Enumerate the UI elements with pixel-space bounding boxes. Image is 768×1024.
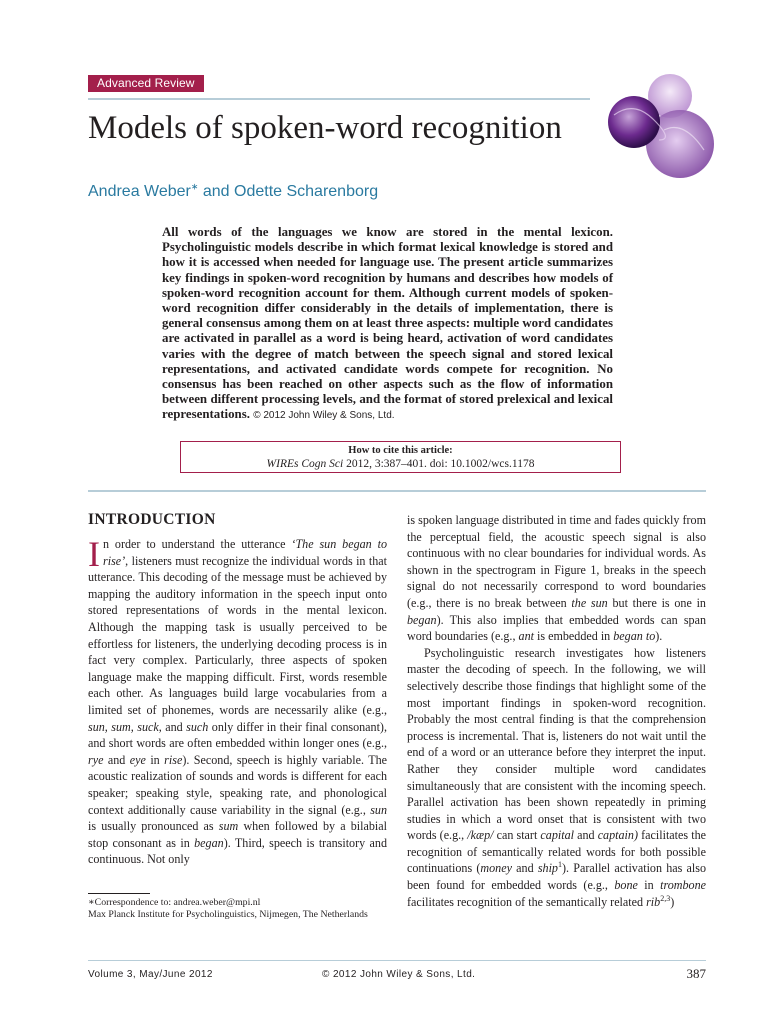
text-run: 2,3: [660, 893, 671, 903]
text-run: is embedded in: [533, 629, 614, 644]
citation-reference: [181, 457, 620, 471]
citation-journal: WIREs Cogn Sci: [266, 458, 344, 470]
text-run: sun: [370, 802, 387, 817]
text-run: , listeners must recognize the individual words in that utterance. This decoding of the message must be achieved by mapping the auditory information in the speech input onto stored representations of words in the mental lexicon. Although the mapping task is usually perceived to be effortless for listeners, the underlying decoding process is in fact very complex. Particularly, three aspects of spoken language make the mapping difficult. First, words resemble each other. As languages build large vocabularies from a limited set of phonemes, words are necessarily alike (e.g.,: [88, 553, 387, 717]
intro-paragraph-continued: [407, 512, 706, 645]
text-run: ship: [537, 861, 558, 876]
text-run: ‘The sun began to rise’: [103, 537, 387, 568]
intro-paragraph-1: [88, 536, 387, 868]
text-run: captain): [597, 828, 638, 843]
text-run: 1: [557, 860, 562, 870]
text-run: facilitates recognition of the semantically related: [407, 894, 647, 909]
text-run: facilitates the recognition of semantically related words for both possible continuations (: [407, 828, 706, 876]
article-title: Models of spoken-word recognition: [88, 110, 562, 146]
volume-info: Volume 3, May/June 2012: [88, 969, 213, 980]
text-run: the sun: [571, 595, 608, 610]
intro-paragraph-2: [407, 645, 706, 911]
right-column: [407, 512, 706, 910]
footer-copyright: © 2012 John Wiley & Sons, Ltd.: [322, 969, 476, 980]
text-run: /kæp/: [467, 828, 494, 843]
left-column: [88, 536, 387, 868]
paragraph-text: [88, 534, 387, 867]
text-run: ). Second, speech is highly variable. The acoustic realization of sounds and words is different for each speaker; speaking style, speaking rate, and phonological context additionally cause variability in the signal (e.g.,: [88, 752, 387, 817]
abstract: [162, 225, 613, 424]
footer-divider: [88, 960, 706, 961]
text-run: ). This also implies that embedded words can span word boundaries (e.g.,: [407, 612, 706, 644]
text-run: began: [194, 835, 224, 850]
text-run: sun, sum, suck: [88, 719, 159, 734]
text-run: sum: [218, 819, 239, 834]
text-run: ant: [518, 629, 534, 644]
text-run: trombone: [660, 878, 706, 893]
author-first: Andrea Weber: [88, 183, 191, 200]
text-run: and: [511, 861, 538, 876]
citation-box: [180, 441, 621, 473]
author-line: [88, 183, 378, 201]
text-run: and: [574, 828, 598, 843]
text-run: can start: [493, 828, 541, 843]
page-number: 387: [686, 966, 706, 981]
citation-details: 2012, 3:387–401. doi: 10.1002/wcs.1178: [343, 458, 535, 470]
text-run: in: [637, 878, 661, 893]
citation-title: How to cite this article:: [348, 445, 453, 456]
text-run: ).: [655, 629, 663, 644]
abstract-copyright: © 2012 John Wiley & Sons, Ltd.: [253, 410, 395, 422]
text-run: is spoken language distributed in time and fades quickly from the perceptual field, the acoustic speech signal is also continuous with no clear boundaries for individual words. As shown in the spectrogram in Figure 1, breaks in the speech signal do not necessarily correspond to word boundaries (e.g., there is no break between: [407, 513, 706, 610]
article-type-badge: Advanced Review: [88, 75, 204, 92]
footnote-affiliation: Max Planck Institute for Psycholinguistics, Nijmegen, The Netherlands: [88, 909, 368, 921]
text-run: and: [103, 752, 130, 767]
text-run: ): [670, 894, 675, 909]
text-run: capital: [540, 828, 575, 843]
text-run: rib: [646, 894, 661, 909]
text-run: n order to understand the utterance: [103, 537, 292, 551]
footnote-divider: [88, 893, 150, 894]
text-run: only differ in their final consonant), and short words are often embedded within longer ones (e.g.,: [88, 719, 387, 751]
text-run: money: [480, 861, 512, 876]
text-run: in: [145, 752, 165, 767]
footnote-correspondence: ∗Correspondence to: andrea.weber@mpi.nl: [88, 897, 261, 908]
abstract-text: All words of the languages we know are stored in the mental lexicon. Psycholinguistic models describe in which format lexical knowledge is stored and how it is accessed when needed for language use. The present article summarizes key findings in spoken-word recognition by humans and describes how models of spoken-word recognition account for them. Although current models of spoken-word recognition differ considerably in the details of implementation, there is general consensus among them on at least three aspects: multiple word candidates are activated in parallel as a word is being heard, activation of word candidates varies with the degree of match between the speech signal and stored lexical representations, and activated candidate words compete for recognition. No consensus has been reached on other aspects such as the flow of information between different processing levels, and the format of stored prelexical and lexical representations.: [162, 225, 613, 422]
text-run: Psycholinguistic research investigates how listeners master the decoding of speech. In the following, we will selectively describe those findings that highlight some of the most important findings in spoken-word recognition. Probably the most central finding is that the comprehension process is incremental. That is, listeners do not wait until the end of a word or an utterance before they interpret the input. Rather they consider multiple word candidates simultaneously that are consistent with the incoming speech. Parallel activation has been shown repeatedly in priming studies in which a word onset that is consistent with two words (e.g.,: [407, 645, 706, 843]
text-run: began: [407, 612, 437, 627]
text-run: when followed by a bilabial stop consonant as in: [88, 819, 387, 850]
text-run: , and: [158, 719, 187, 734]
text-run: ). Parallel activation has also been found for embedded words (e.g.,: [407, 861, 707, 893]
author-rest: and Odette Scharenborg: [198, 183, 379, 200]
text-run: ). Third, speech is transitory and continuous. Not only: [88, 835, 387, 867]
text-run: began to: [613, 629, 656, 644]
text-run: is usually pronounced as: [88, 819, 219, 834]
text-run: but there is one in: [607, 595, 706, 610]
journal-logo-circles: [604, 70, 716, 182]
correspondence-mark: ∗: [190, 181, 199, 192]
drop-cap: I: [88, 534, 100, 574]
section-heading: INTRODUCTION: [88, 511, 216, 528]
text-run: such: [186, 719, 209, 734]
header-divider: [88, 98, 590, 100]
section-divider: [88, 490, 706, 492]
text-run: rye: [88, 752, 104, 767]
footnote: [88, 897, 386, 922]
text-run: eye: [129, 752, 146, 767]
text-run: rise: [164, 752, 183, 767]
text-run: bone: [614, 878, 638, 893]
